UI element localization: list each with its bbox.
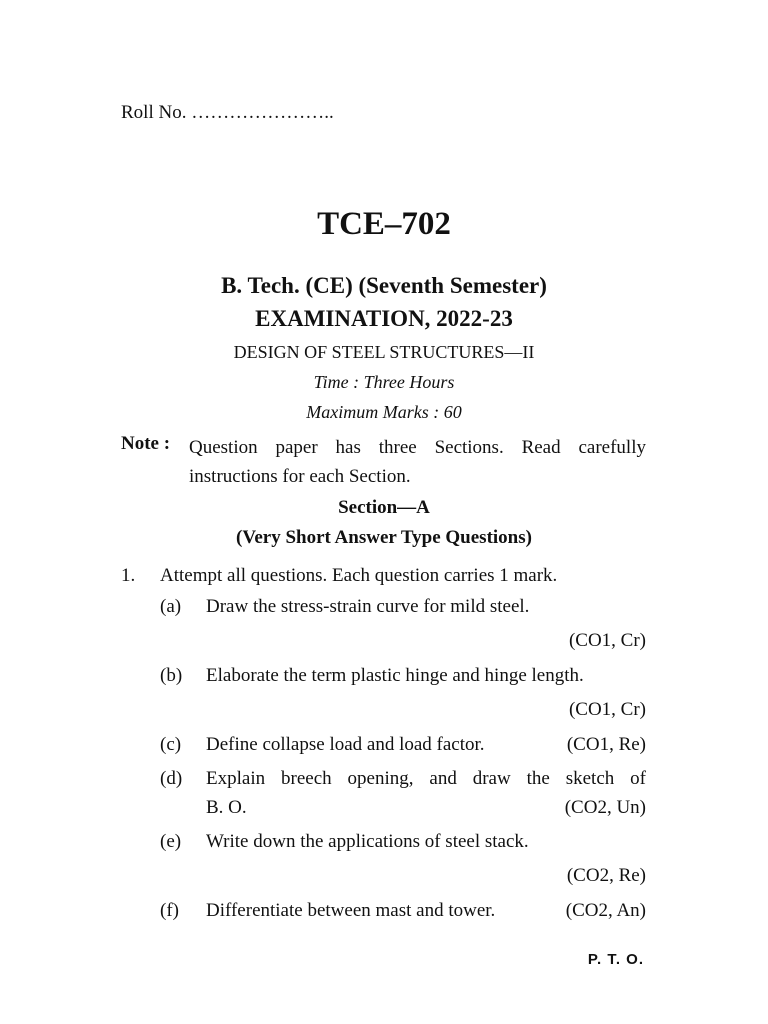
question-instruction: Attempt all questions. Each question carries 1 mark. xyxy=(160,565,558,586)
part-text-continued: B. O. xyxy=(206,797,247,818)
co-tag: (CO2, An) xyxy=(565,900,646,921)
part-label: (e) xyxy=(160,831,182,852)
part-label: (c) xyxy=(160,734,182,755)
part-text: Explain breech opening, and draw the sketch of xyxy=(206,768,646,789)
note-label: Note : xyxy=(121,433,171,454)
part-text: Write down the applications of steel stack. xyxy=(206,831,529,852)
part-label: (b) xyxy=(160,665,183,686)
question-number: 1. xyxy=(121,565,136,586)
section-subtitle: (Very Short Answer Type Questions) xyxy=(236,527,532,548)
part-text: Differentiate between mast and tower. xyxy=(206,900,496,921)
page-turn-over: P. T. O. xyxy=(587,951,644,968)
degree-title: B. Tech. (CE) (Seventh Semester) xyxy=(221,273,547,298)
part-text: Elaborate the term plastic hinge and hinge length. xyxy=(206,665,584,686)
exam-time: Time : Three Hours xyxy=(313,372,455,392)
part-label: (a) xyxy=(160,596,182,617)
co-tag: (CO1, Re) xyxy=(566,734,646,755)
max-marks: Maximum Marks : 60 xyxy=(306,402,462,422)
exam-title: EXAMINATION, 2022-23 xyxy=(255,306,513,331)
part-label: (f) xyxy=(160,900,179,921)
part-text: Draw the stress-strain curve for mild steel. xyxy=(206,596,530,617)
paper-code: TCE–702 xyxy=(317,206,451,242)
roll-number: Roll No. ………………….. xyxy=(121,102,334,123)
part-label: (d) xyxy=(160,768,183,789)
part-text: Define collapse load and load factor. xyxy=(206,734,485,755)
subject-title: DESIGN OF STEEL STRUCTURES—II xyxy=(233,342,535,362)
co-tag: (CO2, Un) xyxy=(564,797,646,818)
section-title: Section—A xyxy=(338,497,430,518)
co-tag: (CO2, Re) xyxy=(566,865,646,886)
co-tag: (CO1, Cr) xyxy=(568,699,646,720)
co-tag: (CO1, Cr) xyxy=(568,630,646,651)
note-text: Question paper has three Sections. Read carefully instructions for each Section. xyxy=(189,437,646,487)
